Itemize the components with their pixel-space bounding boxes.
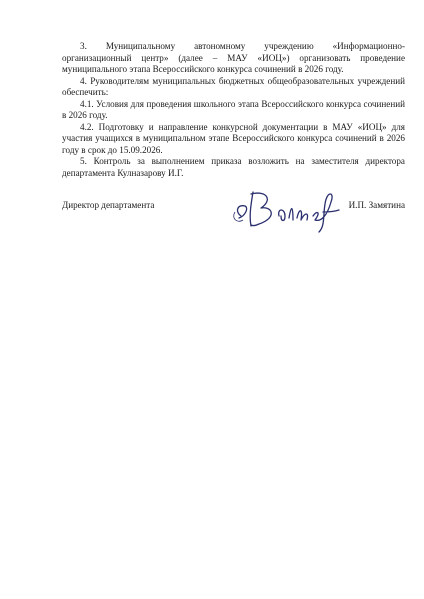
signatory-role: Директор департамента [62,200,155,210]
handwritten-signature [227,182,347,238]
paragraph-item-5: 5. Контроль за выполнением приказа возложить на заместителя директора департамента Кулназарову И.Г. [62,156,405,178]
signatory-name: И.П. Замятина [348,200,405,210]
paragraph-item-3: 3. Муниципальному автономному учреждению «Информационно-организационный центр» (далее – МАУ «ИОЦ») организовать проведение муниципального этапа Всероссийского конкурса сочинений в 2026 году. [62,41,405,74]
order-text [62,41,405,179]
paragraph-item-4-1: 4.1. Условия для проведения школьного этапа Всероссийского конкурса сочинений в 2026 году. [62,98,405,120]
paragraph-item-4-2: 4.2. Подготовку и направление конкурсной документации в МАУ «ИОЦ» для участия учащихся в муниципальном этапе Всероссийского конкурса сочинений в 2026 году в срок до 15.09.2026. [62,121,405,155]
signature-block [62,188,405,248]
paragraph-item-4: 4. Руководителям муниципальных бюджетных общеобразовательных учреждений обеспечить: [62,75,405,97]
